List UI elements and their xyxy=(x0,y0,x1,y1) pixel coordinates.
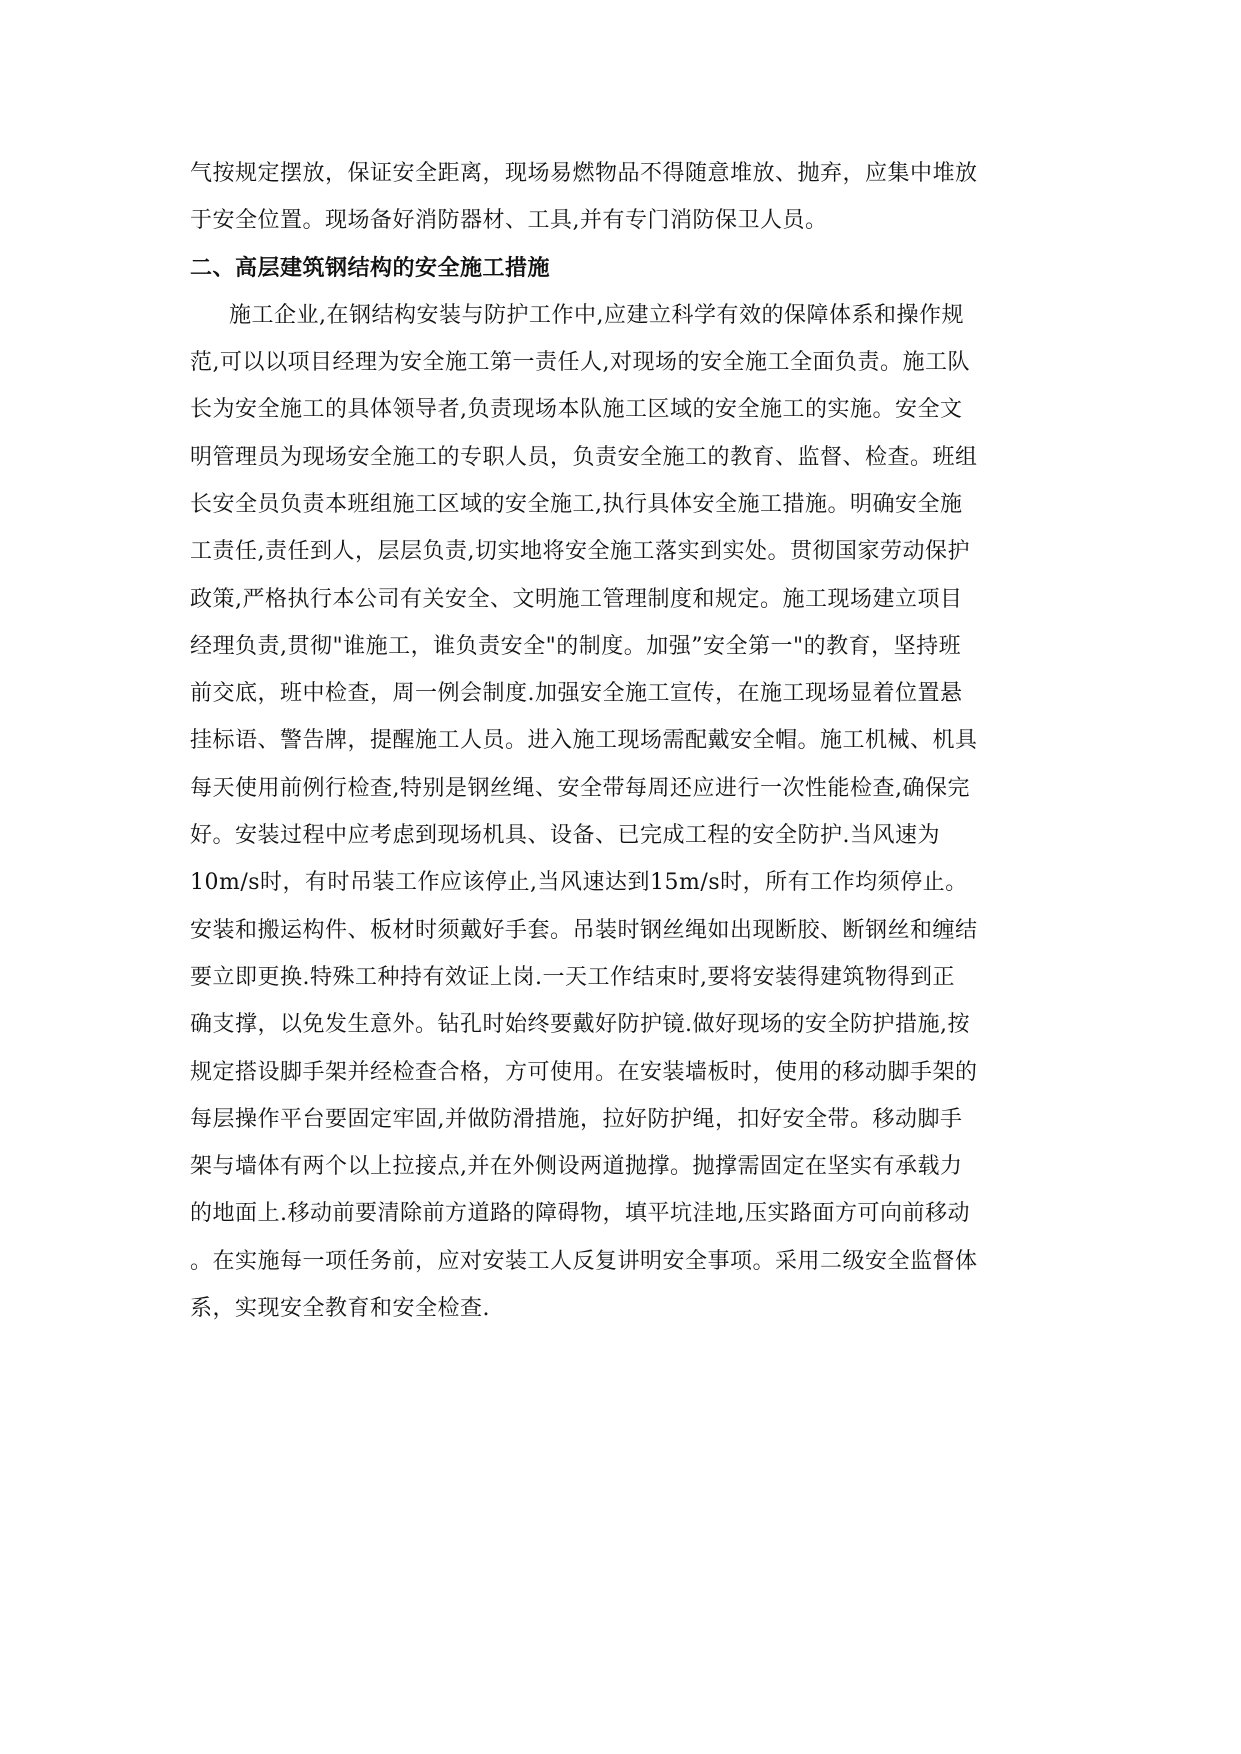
paragraph-line: 气按规定摆放，保证安全距离，现场易燃物品不得随意堆放、抛弃，应集中堆放 xyxy=(190,161,978,186)
paragraph-line: 明管理员为现场安全施工的专职人员，负责安全施工的教育、监督、检查。班组 xyxy=(190,445,978,470)
paragraph-line: 。在实施每一项任务前，应对安装工人反复讲明安全事项。采用二级安全监督体 xyxy=(190,1249,978,1274)
section-heading: 二、高层建筑钢结构的安全施工措施 xyxy=(190,256,551,281)
paragraph-line: 前交底，班中检查，周一例会制度.加强安全施工宣传，在施工现场显着位置悬 xyxy=(190,681,963,706)
paragraph-line: 挂标语、警告牌，提醒施工人员。进入施工现场需配戴安全帽。施工机械、机具 xyxy=(190,728,978,753)
paragraph-line: 长为安全施工的具体领导者,负责现场本队施工区域的安全施工的实施。安全文 xyxy=(190,397,963,422)
paragraph-line: 经理负责,贯彻"谁施工，谁负责安全"的制度。加强”安全第一"的教育，坚持班 xyxy=(190,634,962,659)
paragraph-line: 工责任,责任到人，层层负责,切实地将安全施工落实到实处。贯彻国家劳动保护 xyxy=(190,539,970,564)
paragraph-line: 10m/s时，有时吊装工作应该停止,当风速达到15m/s时，所有工作均须停止。 xyxy=(190,870,968,895)
paragraph-line: 确支撑，以免发生意外。钻孔时始终要戴好防护镜.做好现场的安全防护措施,按 xyxy=(190,1012,970,1037)
paragraph-line: 好。安装过程中应考虑到现场机具、设备、已完成工程的安全防护.当风速为 xyxy=(190,823,940,848)
paragraph-line: 要立即更换.特殊工种持有效证上岗.一天工作结束时,要将安装得建筑物得到正 xyxy=(190,965,955,990)
paragraph-line: 安装和搬运构件、板材时须戴好手套。吊装时钢丝绳如出现断胶、断钢丝和缠结 xyxy=(190,918,978,943)
paragraph-line: 施工企业,在钢结构安装与防护工作中,应建立科学有效的保障体系和操作规 xyxy=(229,303,964,328)
paragraph-line: 长安全员负责本班组施工区域的安全施工,执行具体安全施工措施。明确安全施 xyxy=(190,492,963,517)
paragraph-line: 政策,严格执行本公司有关安全、文明施工管理制度和规定。施工现场建立项目 xyxy=(190,587,963,612)
paragraph-line: 每层操作平台要固定牢固,并做防滑措施，拉好防护绳，扣好安全带。移动脚手 xyxy=(190,1107,963,1132)
paragraph-line: 架与墙体有两个以上拉接点,并在外侧设两道抛撑。抛撑需固定在坚实有承载力 xyxy=(190,1154,963,1179)
paragraph-line: 的地面上.移动前要清除前方道路的障碍物，填平坑洼地,压实路面方可向前移动 xyxy=(190,1201,970,1226)
paragraph-line: 于安全位置。现场备好消防器材、工具,并有专门消防保卫人员。 xyxy=(190,208,828,233)
paragraph-line: 系，实现安全教育和安全检查. xyxy=(190,1296,490,1321)
paragraph-line: 每天使用前例行检查,特别是钢丝绳、安全带每周还应进行一次性能检查,确保完 xyxy=(190,776,970,801)
paragraph-line: 范,可以以项目经理为安全施工第一责任人,对现场的安全施工全面负责。施工队 xyxy=(190,350,970,375)
paragraph-line: 规定搭设脚手架并经检查合格，方可使用。在安装墙板时，使用的移动脚手架的 xyxy=(190,1060,978,1085)
